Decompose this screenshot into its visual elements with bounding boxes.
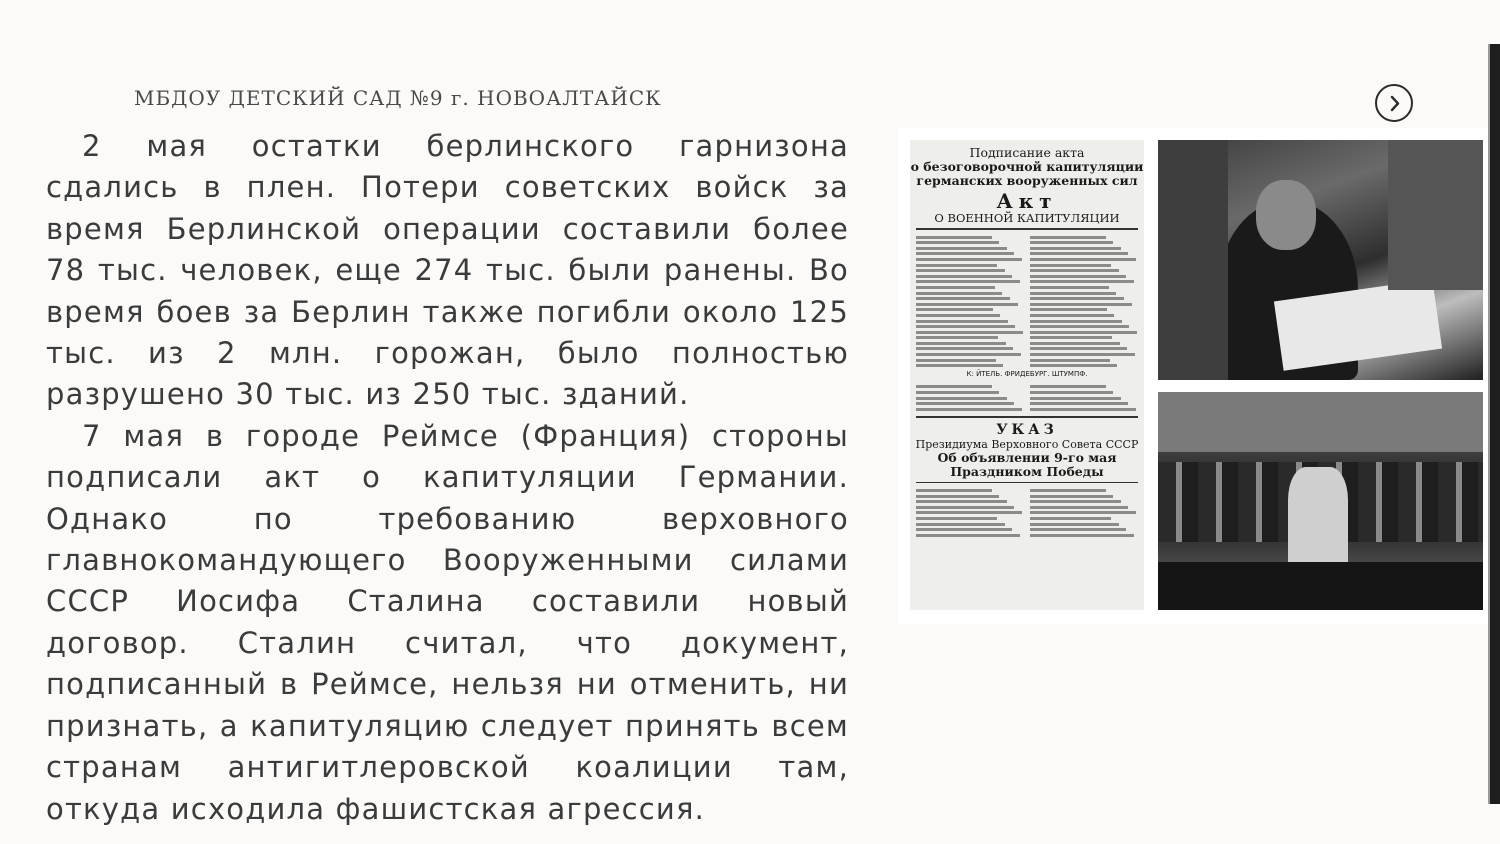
paragraph-2: 7 мая в городе Реймсе (Франция) стороны подписали акт о капитуляции Германии. Однако по требованию верховного главнокомандующего Вооруженными силами СССР Иосифа Сталина составили новый договор. Сталин считал, что документ, подписанный в Реймсе, нельзя ни отменить, ни признать, а капитуляцию следует принять всем странам антигитлеровской коалиции там, откуда исходила фашистская агрессия. (46, 418, 849, 826)
newspaper-akt-title: Акт (996, 189, 1058, 213)
page-header: МБДОУ ДЕТСКИЙ САД №9 г. НОВОАЛТАЙСК (134, 86, 662, 110)
newspaper-ukaz-line-3: Праздником Победы (950, 464, 1104, 480)
newspaper-clipping (910, 140, 1144, 610)
newspaper-akt-subtitle: О ВОЕННОЙ КАПИТУЛЯЦИИ (934, 211, 1120, 225)
body-text (46, 126, 849, 830)
photo-collage (898, 128, 1488, 624)
newspaper-ukaz-title: УКАЗ (996, 422, 1058, 439)
right-edge-bar (1490, 44, 1500, 804)
photo-conference-hall (1158, 392, 1483, 610)
paragraph-1: 2 мая остатки берлинского гарнизона сдались в плен. Потери советских войск за время Берлинской операции составили более 78 тыс. человек, еще 274 тыс. были ранены. Во время боев за Берлин также погибли около 125 тыс. из 2 млн. горожан, было полностью разрушено 30 тыс. из 250 тыс. зданий. (46, 129, 849, 412)
newspaper-columns (910, 233, 1144, 370)
chevron-right-icon (1387, 95, 1403, 112)
next-slide-button[interactable] (1375, 84, 1413, 122)
photo-signing-ceremony (1158, 140, 1483, 380)
newspaper-heading-3: германских вооруженных сил (916, 173, 1138, 188)
newspaper-signatures: К: ЙТЕЛЬ. ФРИДЕБУРГ. ШТУМПФ. (966, 369, 1088, 378)
newspaper-heading-1: Подписание акта (969, 145, 1085, 160)
newspaper-ukaz-line-2: Об объявлении 9-го мая (937, 450, 1117, 466)
newspaper-heading-2: о безоговорочной капитуляции (910, 159, 1144, 174)
newspaper-ukaz-line-1: Президиума Верховного Совета СССР (915, 438, 1139, 452)
